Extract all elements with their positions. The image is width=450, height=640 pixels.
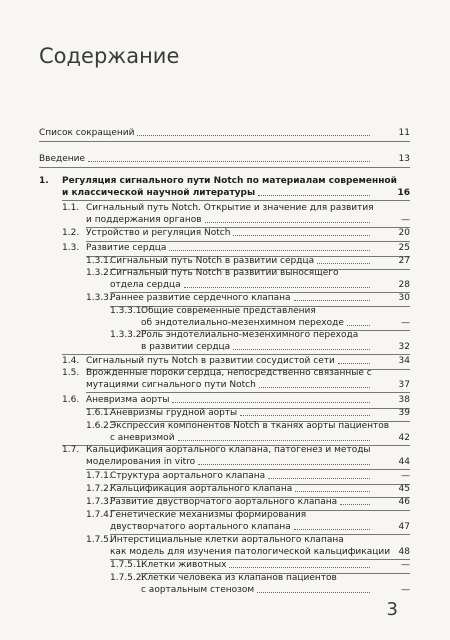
toc-number: 1.6.1. — [86, 408, 112, 418]
toc-page-number: — — [401, 560, 410, 570]
toc-page-number: 37 — [398, 379, 410, 390]
dot-leader — [257, 592, 370, 593]
dot-leader — [198, 464, 370, 465]
dot-leader — [229, 567, 370, 568]
dot-leader — [178, 440, 370, 441]
toc-number: 1. — [39, 176, 49, 186]
separator-line — [39, 141, 410, 142]
toc-title-line: и поддержания органов — [86, 214, 202, 225]
separator-line — [39, 167, 410, 168]
dot-leader — [233, 235, 370, 236]
toc-page-number: — — [401, 471, 410, 481]
toc-page-number: 46 — [398, 497, 410, 507]
toc-number: 1.6. — [62, 395, 80, 405]
toc-page-number: 48 — [398, 546, 410, 557]
toc-title-line: Развитие двустворчатого аортального клапана — [110, 497, 338, 507]
toc-title-line: Регуляция сигнального пути Notch по материалам современной — [62, 176, 397, 186]
toc-title-line: Сигнальный путь Notch в развитии выносящего — [110, 268, 339, 278]
separator-line — [86, 469, 410, 470]
toc-number: 1.7.5.2. — [110, 573, 145, 583]
toc-page-number: 28 — [398, 279, 410, 290]
toc-page-number: — — [401, 214, 410, 225]
dot-leader — [347, 325, 370, 326]
toc-number: 1.6.2. — [86, 421, 112, 431]
dot-leader — [169, 250, 370, 251]
dot-leader — [137, 135, 370, 136]
toc-page-number: 34 — [398, 356, 410, 366]
dot-leader — [295, 491, 370, 492]
toc-number: 1.5. — [62, 368, 80, 378]
toc-title-line: Клетки животных — [141, 560, 227, 570]
separator-line — [62, 200, 410, 201]
toc-title-line: Список сокращений — [39, 128, 135, 138]
toc-title-line: Генетические механизмы формирования — [110, 510, 307, 520]
dot-leader — [184, 287, 370, 288]
toc-title-line: Кальцификация аортального клапана, патогенез и методы — [86, 445, 371, 455]
toc-title-line: Введение — [39, 154, 86, 164]
toc-page-number: 25 — [398, 243, 410, 253]
toc-title-line: Экспрессия компонентов Notch в тканях аорты пациентов — [110, 421, 390, 431]
toc-page-number: 13 — [398, 154, 410, 164]
toc-title-line: Интерстициальные клетки аортального клапана — [110, 535, 344, 545]
dot-leader — [233, 349, 370, 350]
toc-page-number: 27 — [398, 256, 410, 266]
toc-page-number: 44 — [398, 456, 410, 467]
toc-page-number: — — [401, 317, 410, 328]
toc-page-number: — — [401, 584, 410, 595]
toc-number: 1.7.5.1. — [110, 560, 145, 570]
toc-title-line: Клетки человека из клапанов пациентов — [141, 573, 337, 583]
dot-leader — [205, 222, 370, 223]
toc-number: 1.3.3.2. — [110, 330, 145, 340]
toc-number: 1.3. — [62, 243, 80, 253]
dot-leader — [240, 415, 370, 416]
toc-number: 1.1. — [62, 203, 80, 213]
toc-page-number: 45 — [398, 484, 410, 494]
toc-title-line: мутациями сигнального пути Notch — [86, 379, 256, 390]
separator-line — [62, 354, 410, 355]
toc-number: 1.7.1. — [86, 471, 112, 481]
toc-title-line: Раннее развитие сердечного клапана — [110, 293, 291, 303]
toc-title-line: с аортальным стенозом — [141, 584, 255, 595]
toc-title-line: Устройство и регуляция Notch — [86, 228, 231, 238]
toc-title-line: отдела сердца — [110, 279, 181, 290]
toc-page-number: 42 — [398, 432, 410, 443]
toc-number: 1.7.2. — [86, 484, 112, 494]
toc-page-number: 38 — [398, 395, 410, 405]
toc-number: 1.2. — [62, 228, 80, 238]
toc-title-line: Кальцификация аортального клапана — [110, 484, 293, 494]
dot-leader — [340, 504, 370, 505]
dot-leader — [294, 529, 370, 530]
dot-leader — [259, 387, 370, 388]
dot-leader — [317, 263, 370, 264]
toc-page-number: 30 — [398, 293, 410, 303]
toc-title-line: Сигнальный путь Notch в развитии сосудистой сети — [86, 356, 335, 366]
toc-number: 1.3.2. — [86, 268, 112, 278]
toc-title-line: Общие современные представления — [141, 306, 316, 316]
toc-page-number: 11 — [398, 128, 410, 138]
dot-leader — [172, 402, 370, 403]
toc-number: 1.7.5. — [86, 535, 112, 545]
toc-title-line: Роль эндотелиально-мезенхимного перехода — [141, 330, 359, 340]
toc-title-line: об эндотелиально-мезенхимном переходе — [141, 317, 344, 328]
toc-title-line: Развитие сердца — [86, 243, 167, 253]
page-title: Содержание — [39, 44, 180, 68]
toc-page-number: 16 — [397, 187, 410, 198]
toc-title-line: Аневризма аорты — [86, 395, 170, 405]
toc-title-line: моделирования in vitro — [86, 456, 196, 467]
separator-line — [86, 241, 410, 242]
toc-title-line: с аневризмой — [110, 432, 175, 443]
toc-title-line: Сигнальный путь Notch в развитии сердца — [110, 256, 315, 266]
toc-number: 1.7.4. — [86, 510, 112, 520]
toc-number: 1.7. — [62, 445, 80, 455]
toc-title-line: Сигнальный путь Notch. Открытие и значение для развития — [86, 203, 374, 213]
toc-title-line: в развитии сердца — [141, 341, 231, 352]
dot-leader — [338, 363, 370, 364]
toc-number: 1.7.3. — [86, 497, 112, 507]
toc-number: 1.4. — [62, 356, 80, 366]
dot-leader — [88, 161, 370, 162]
toc-page-number: 20 — [398, 228, 410, 238]
toc-number: 1.3.3.1. — [110, 306, 145, 316]
toc-title-line: Врожденные пороки сердца, непосредственно связанные с — [86, 368, 372, 378]
toc-title-line: двустворчатого аортального клапана — [110, 521, 291, 532]
toc-page-number: 47 — [398, 521, 410, 532]
dot-leader — [258, 195, 370, 196]
toc-page-number: 32 — [398, 341, 410, 352]
toc-title-line: Аневризмы грудной аорты — [110, 408, 238, 418]
dot-leader — [268, 478, 370, 479]
toc-number: 1.3.1. — [86, 256, 112, 266]
separator-line — [86, 392, 410, 393]
page-number: 3 — [386, 599, 398, 620]
toc-title-line: и классической научной литературы — [62, 187, 256, 198]
toc-title-line: Структура аортального клапана — [110, 471, 266, 481]
dot-leader — [294, 300, 370, 301]
toc-title-line: как модель для изучения патологической кальцификации — [110, 546, 391, 557]
toc-number: 1.3.3. — [86, 293, 112, 303]
toc-page-number: 39 — [398, 408, 410, 418]
